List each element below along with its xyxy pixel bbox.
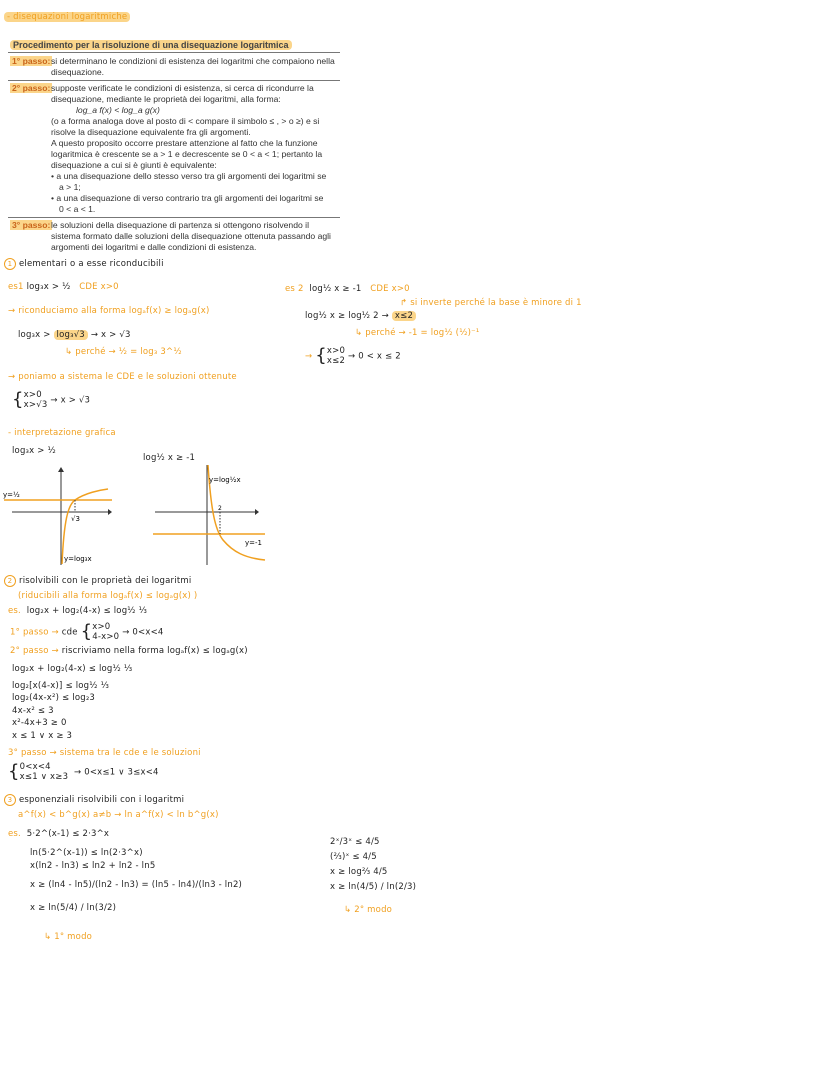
s2-step2: 2° passo → riscriviamo nella forma logₐf(x) ≤ logₐg(x) [10, 646, 248, 656]
es2-step: log½ x ≥ log½ 2 → x≤2 [305, 311, 416, 321]
page-title: - disequazioni logaritmiche [4, 12, 130, 22]
s3-method-1: ln(5·2^(x-1)) ≤ ln(2·3^x) x(ln2 - ln3) ≤ ln2 + ln2 - ln5 x ≥ (ln4 - ln5)/(ln2 - ln3) = (ln5 - ln4)/(ln3 - ln2) x ≥ ln(5/4) / ln(3/2) ↳ 1° modo [30, 848, 243, 942]
y-arrow [58, 467, 64, 472]
es2-heading: es 2 log½ x ≥ -1 CDE x>0 [285, 284, 410, 294]
graph-note: - interpretazione grafica [8, 428, 116, 438]
tick-label: 2 [218, 505, 222, 512]
s3-rule: a^f(x) < b^g(x) a≠b → ln a^f(x) < ln b^g(x) [18, 810, 219, 820]
graph1 [0, 460, 140, 568]
es1-step: log₃x > log₃√3 → x > √3 [18, 330, 131, 340]
section-2-sub: (riducibili alla forma logₐf(x) ≤ logₐg(x) ) [18, 591, 198, 601]
step-2-text: supposte verificate le condizioni di esistenza, si cerca di ricondurre la disequazione, mediante le proprietà dei logaritmi, alla forma: log_a f(x) < log_a g(x) (o a forma analoga dove al posto di < compare il simbolo ≤ , > o ≥) e si risolve la disequazione equivalente fra gli argomenti. A questo proposito occorre prestare attenzione al fatto che la funzione logaritmica è crescente se a > 1 e decrescente se 0 < a < 1; pertanto la disequazione a cui si è giunti è equivalente: • a una disequazione dello stesso verso tra gli argomenti dei logaritmi se a > 1; • a una disequazione di verso contrario tra gli argomenti dei logaritmi se 0 < a < 1. [51, 83, 327, 214]
es1-note2: → poniamo a sistema le CDE e le soluzioni ottenute [8, 372, 237, 382]
es2-system: → { x>0 x≤2 → 0 < x ≤ 2 [305, 345, 401, 366]
graph2-title: log½ x ≥ -1 [143, 453, 196, 463]
s2-es: es. log₂x + log₂(4-x) ≤ log½ ⅓ [8, 606, 148, 616]
es2-note: ↱ si inverte perché la base è minore di 1 [400, 298, 582, 308]
tick-label: √3 [71, 515, 80, 523]
step-3: 3° passo: le soluzioni della disequazione di partenza si ottengono risolvendo il sistema formato dalle soluzioni della disequazione ottenuta passando agli argomenti dei logaritmi e dalle condizioni di esistenza. [12, 220, 331, 252]
graph1-title: log₃x > ½ [12, 446, 56, 456]
section-1-title: 1 elementari o a esse riconducibili [4, 258, 164, 270]
book-heading: Procedimento per la risoluzione di una disequazione logaritmica [10, 40, 292, 51]
section-3-title: 3 esponenziali risolvibili con i logaritmi [4, 794, 184, 806]
es1-why: ↳ perché → ½ = log₃ 3^½ [65, 347, 182, 357]
hline-label: y=-1 [245, 539, 262, 547]
s2-derivation: log₂x + log₂(4-x) ≤ log½ ⅓ log₂[x(4-x)] ≤ log½ ⅓ log₂(4x-x²) ≤ log₂3 4x-x² ≤ 3 x²-4x+3 ≥ 0 x ≤ 1 ∨ x ≥ 3 [12, 664, 133, 741]
divider [8, 80, 340, 81]
s2-system: { 0<x<4 x≤1 ∨ x≥3 → 0<x≤1 ∨ 3≤x<4 [8, 761, 159, 782]
curve-label: y=log₃x [64, 555, 92, 563]
x-arrow [108, 509, 112, 515]
es1-system: { x>0 x>√3 → x > √3 [12, 389, 91, 410]
divider [8, 52, 340, 53]
divider [8, 217, 340, 218]
s2-step1: 1° passo → cde { x>0 4-x>0 → 0<x<4 [10, 621, 164, 642]
step-1: 1° passo: si determinano le condizioni di esistenza dei logaritmi che compaiono nella disequazione. [12, 56, 335, 77]
es2-why: ↳ perché → -1 = log½ (½)⁻¹ [355, 328, 480, 338]
hline-label: y=½ [3, 491, 20, 499]
es1-heading: es1 log₃x > ½ CDE x>0 [8, 282, 119, 292]
section-2-title: 2 risolvibili con le proprietà dei logaritmi [4, 575, 191, 587]
graph2 [145, 460, 285, 568]
x-arrow [255, 509, 259, 515]
curve-label: y=log½x [209, 476, 241, 484]
step-1-text: si determinano le condizioni di esistenza dei logaritmi che compaiono nella disequazione. [51, 56, 335, 77]
step-2: 2° passo: supposte verificate le condizioni di esistenza, si cerca di ricondurre la disequazione, mediante le proprietà dei logaritmi, alla forma: log_a f(x) < log_a g(x) (o a forma analoga dove al posto di < compare il simbolo ≤ , > o ≥) e si risolve la disequazione equivalente fra gli argomenti. A questo proposito occorre prestare attenzione al fatto che la funzione logaritmica è crescente se a > 1 e decrescente se 0 < a < 1; pertanto la disequazione a cui si è giunti è equivalente: • a una disequazione dello stesso verso tra gli argomenti dei logaritmi se a > 1; • a una disequazione di verso contrario tra gli argomenti dei logaritmi se 0 < a < 1. [12, 83, 327, 214]
es1-note: → riconduciamo alla forma logₐf(x) ≥ logₐg(x) [8, 306, 210, 316]
s3-es: es. 5·2^(x-1) ≤ 2·3^x [8, 829, 110, 839]
s2-step3: 3° passo → sistema tra le cde e le soluzioni [8, 748, 201, 758]
s3-method-2: 2ˣ/3ˣ ≤ 4/5 (⅔)ˣ ≤ 4/5 x ≥ log⅔ 4/5 x ≥ ln(4/5) / ln(2/3) ↳ 2° modo [330, 837, 417, 915]
step-3-text: le soluzioni della disequazione di partenza si ottengono risolvendo il sistema formato dalle soluzioni della disequazione ottenuta passando agli argomenti dei logaritmi e dalle condizioni di esistenza. [51, 220, 331, 252]
